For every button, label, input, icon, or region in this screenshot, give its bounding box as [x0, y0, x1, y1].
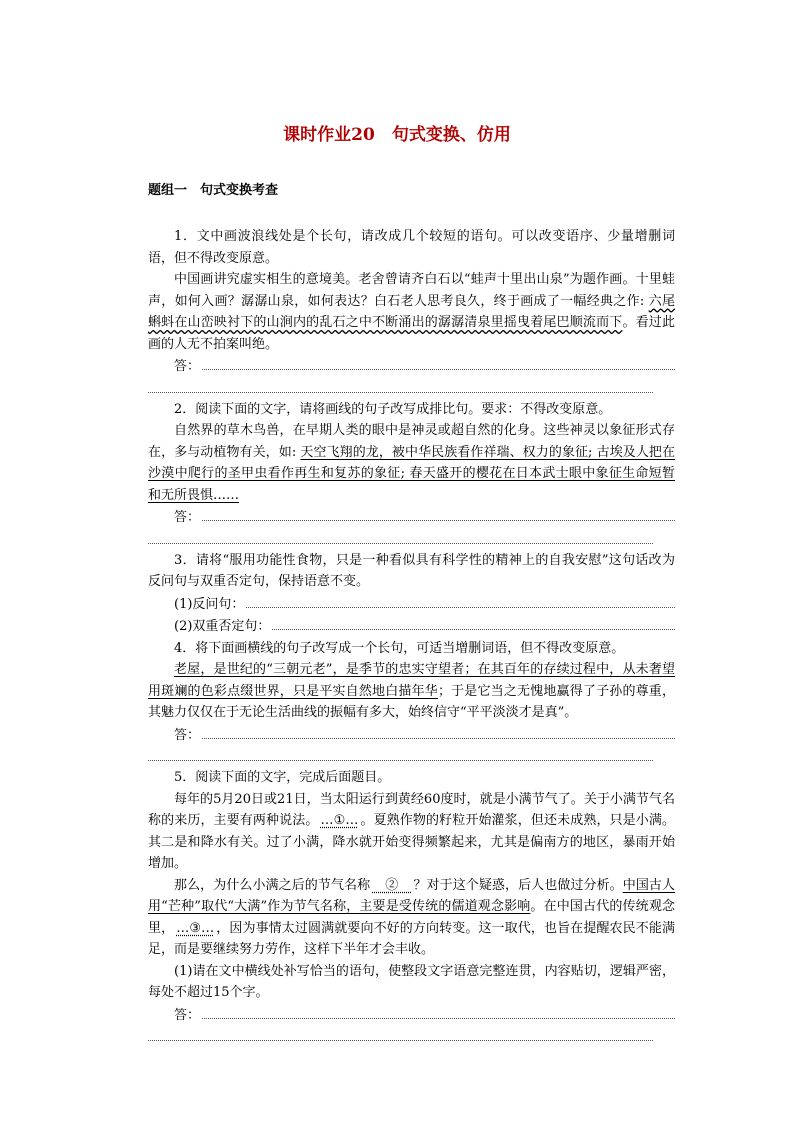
q4-answer-blank[interactable] [202, 724, 675, 739]
q5-blank-3[interactable]: …③… [176, 920, 215, 936]
q2-underlined-sentence: 天空飞翔的龙，被中华民族看作祥瑞、权力的象征; 古埃及人把在沙漠中爬行的圣甲虫看作再生和复苏的象征; 春天盛开的樱花在日本武士眼中象征生命短暂和无所畏惧…… [148, 444, 675, 503]
q5-p2-d: ，因为事情太过圆满就要向不好的方向转变。这一取代，也旨在提醒农民不能满足，而是要继续努力劳作，这样下半年才会丰收。 [148, 920, 675, 957]
q4-stem: 4．将下面画横线的句子改写成一个长句，可适当增删词语，但不得改变原意。 [174, 640, 625, 656]
q5-underlined-sentence: 中国古人用“芒种”取代“大满”作为节气名称，主要是受传统的儒道观念影响 [148, 877, 675, 914]
q4-passage [148, 659, 675, 724]
q5-p2-c: 。在中国古代的传统观念里， [148, 899, 675, 936]
page-title: 课时作业20 句式变换、仿用 [283, 125, 511, 145]
q4-answer-line[interactable] [148, 724, 675, 747]
q5-p1-a: 每年的5月20日或21日，当太阳运行到黄经60度时，就是小满节气了。关于小满节气名称的来历，主要有两种说法。 [148, 791, 675, 828]
q3-sub1-line[interactable] [148, 593, 675, 616]
q4-answer-label: 答： [174, 727, 201, 743]
q5-answer-blank[interactable] [202, 1004, 675, 1019]
q3-stem: 3．请将“服用功能性食物，只是一种看似具有科学性的精神上的自我安慰”这句话改为反问句与双重否定句，保持语意不变。 [148, 552, 675, 589]
section-heading: 题组一 句式变换考查 [148, 183, 279, 198]
q5-p2-a: 那么，为什么小满之后的节气名称 [174, 877, 371, 893]
q2-answer-blank-2[interactable] [148, 531, 653, 544]
q2-answer-line[interactable] [148, 506, 675, 529]
q5-answer-blank-2[interactable] [148, 1028, 653, 1041]
q5-p1-b: 。夏熟作物的籽粒开始灌浆，但还未成熟，只是小满。其二是和降水有关。过了小满，降水就开始变得频繁起来，尤其是偏南方的地区，暴雨开始增加。 [148, 813, 675, 871]
q1-stem: 1．文中画波浪线处是个长句，请改成几个较短的语句。可以改变语序、少量增删词语，但不得改变原意。 [148, 229, 675, 266]
q1-answer-blank[interactable] [202, 355, 675, 370]
q3-sub2-blank[interactable] [272, 615, 675, 630]
q2-stem: 2．阅读下面的文字，请将画线的句子改写成排比句。要求：不得改变原意。 [174, 401, 612, 417]
q2-answer-label: 答： [174, 510, 201, 525]
q1-answer-label: 答： [174, 359, 201, 374]
q1-answer-line[interactable] [148, 355, 675, 378]
q3-sub1-blank[interactable] [246, 593, 675, 608]
q5-sub1: (1)请在文中横线处补写恰当的语句，使整段文字语意完整连贯，内容贴切，逻辑严密，每处不超过15个字。 [148, 963, 675, 1000]
q5-p2-b: ？对于这个疑惑，后人也做过分析。 [413, 877, 623, 893]
q4-answer-blank-2[interactable] [148, 748, 653, 761]
q2-answer-blank[interactable] [202, 506, 675, 521]
q5-paragraph-1 [148, 789, 675, 875]
q4-passage-rest: ；于是它当之无愧地赢得了子孙的尊重，其魅力仅仅在于无论生活曲线的振幅有多大，始终信守“平平淡淡才是真”。 [148, 683, 675, 720]
q5-paragraph-2 [148, 875, 675, 961]
q5-stem: 5．阅读下面的文字，完成后面题目。 [174, 770, 391, 785]
q4-underlined-sentence: 老屋，是世纪的“三朝元老”，是季节的忠实守望者；在其百年的存续过程中，从未奢望用斑斓的色彩点缀世界，只是平实自然地白描年华 [148, 662, 675, 699]
q2-passage-a: 自然界的草木鸟兽，在早期人类的眼中是神灵或超自然的化身。这些神灵以象征形式存在，多与动植物有关，如: [148, 423, 675, 460]
q1-answer-blank-2[interactable] [148, 380, 653, 393]
q1-passage [148, 269, 675, 355]
q3-sub2-line[interactable] [148, 615, 675, 638]
q1-passage-a: 中国画讲究虚实相生的意境美。老舍曾请齐白石以“蛙声十里出山泉”为题作画。十里蛙声，如何入画？潺潺山泉，如何表达？白石老人思考良久，终于画成了一幅经典之作: [148, 272, 675, 309]
q5-answer-line[interactable] [148, 1004, 675, 1027]
q1-passage-b: 。看过此画的人无不拍案叫绝。 [148, 315, 675, 352]
q3-sub2-label: (2)双重否定句： [174, 619, 271, 634]
q2-passage [148, 420, 675, 506]
q1-wavy-sentence: 六尾蝌蚪在山峦映衬下的山涧内的乱石之中不断涌出的潺潺清泉里摇曳着尾巴顺流而下 [148, 293, 675, 330]
q5-blank-2[interactable]: ② [372, 877, 412, 893]
q5-answer-label: 答： [174, 1007, 201, 1023]
question-list [148, 226, 675, 1047]
q5-blank-1[interactable]: …①… [320, 813, 359, 828]
q3-sub1-label: (1)反问句： [174, 596, 245, 612]
